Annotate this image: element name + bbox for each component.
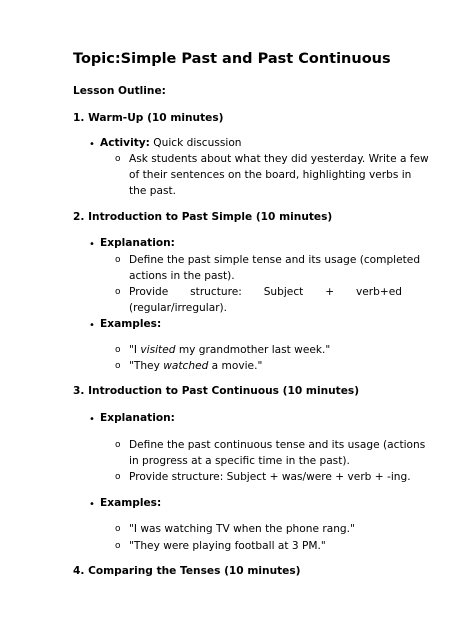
section-3-heading: 3. Introduction to Past Continuous (10 minutes) [73, 385, 360, 397]
section-2-heading: 2. Introduction to Past Simple (10 minutes) [73, 211, 333, 223]
past-simple-structure-line-1 [129, 284, 402, 300]
section-1-heading: 1. Warm-Up (10 minutes) [73, 112, 224, 124]
past-continuous-example-2: "They were playing football at 3 PM." [129, 540, 326, 552]
structure-word: Provide [129, 286, 169, 298]
sub-bullet-icon: o [115, 524, 121, 534]
past-continuous-explanation-line-2: in progress at a specific time in the past). [129, 455, 350, 467]
examples-label: Examples: [100, 318, 162, 330]
sub-bullet-icon: o [115, 541, 121, 551]
past-simple-explanation-line-2: actions in the past). [129, 270, 235, 282]
structure-word: verb+ed [355, 286, 402, 298]
activity-label: Activity: [100, 137, 150, 149]
sub-bullet-icon: o [115, 345, 121, 355]
activity-line [100, 135, 242, 151]
bullet-icon: • [89, 320, 95, 331]
past-continuous-explanation-line-1: Define the past continuous tense and its usage (actions [129, 439, 426, 451]
section-4-heading: 4. Comparing the Tenses (10 minutes) [73, 565, 301, 577]
past-simple-explanation-line-1: Define the past simple tense and its usage (completed [129, 254, 421, 266]
past-continuous-example-1: "I was watching TV when the phone rang." [129, 523, 355, 535]
warmup-item-line-3: the past. [129, 185, 177, 197]
past-simple-example-1: "I visited my grandmother last week." [129, 344, 331, 356]
explanation-label: Explanation: [100, 412, 175, 424]
past-simple-example-2: "They watched a movie." [129, 360, 263, 372]
past-simple-structure-line-2: (regular/irregular). [129, 302, 228, 314]
activity-text: Quick discussion [149, 137, 242, 149]
explanation-label: Explanation: [100, 237, 175, 249]
sub-bullet-icon: o [115, 287, 121, 297]
bullet-icon: • [89, 499, 95, 510]
sub-bullet-icon: o [115, 440, 121, 450]
structure-word: structure: [190, 286, 242, 298]
bullet-icon: • [89, 239, 95, 250]
bullet-icon: • [89, 139, 95, 150]
structure-word: + [325, 286, 335, 298]
sub-bullet-icon: o [115, 472, 121, 482]
past-continuous-structure: Provide structure: Subject + was/were + verb + -ing. [129, 471, 411, 483]
sub-bullet-icon: o [115, 361, 121, 371]
structure-word: Subject [263, 286, 304, 298]
page-title: Topic:Simple Past and Past Continuous [73, 51, 391, 67]
examples-label: Examples: [100, 497, 162, 509]
outline-label: Lesson Outline: [73, 85, 166, 97]
bullet-icon: • [89, 414, 95, 425]
warmup-item-line-2: of their sentences on the board, highlighting verbs in [129, 169, 412, 181]
sub-bullet-icon: o [115, 154, 121, 164]
warmup-item-line-1: Ask students about what they did yesterday. Write a few [129, 153, 429, 165]
sub-bullet-icon: o [115, 255, 121, 265]
